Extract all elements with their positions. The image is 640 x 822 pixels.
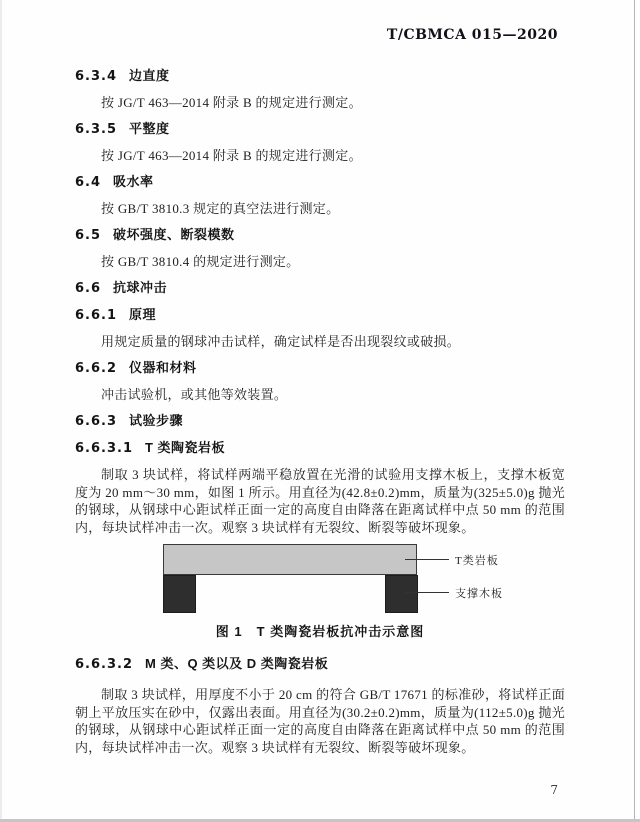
- leader-line-support: [405, 592, 449, 593]
- section-title: 原理: [129, 307, 157, 322]
- section-number: 6.3.4: [75, 69, 118, 84]
- section-heading-6-4: [75, 173, 565, 192]
- section-title: T 类陶瓷岩板: [145, 440, 226, 455]
- section-paragraph: 按 GB/T 3810.3 规定的真空法进行测定。: [101, 201, 340, 216]
- section-heading-6-6-3-1: [75, 439, 565, 458]
- page-edge-left: [0, 0, 2, 822]
- section-number: 6.4: [75, 175, 102, 190]
- section-paragraph: 制取 3 块试样，将试样两端平稳放置在光滑的试验用支撑木板上，支撑木板宽度为 20 mm～30 mm，如图 1 所示。用直径为(42.8±0.2)mm，质量为(325±5.0)g 抛光的钢球，从钢球中心距试样正面一定的高度自由降落在距离试样中点 50 mm 的范围内，每块试样冲击一次。观察 3 块试样有无裂纹、断裂等破坏现象。: [75, 467, 565, 535]
- section-title: 试验步骤: [129, 413, 184, 428]
- page-content: [75, 67, 565, 764]
- section-number: 6.5: [75, 228, 102, 243]
- section-heading-6-6-3-2: [75, 655, 565, 674]
- section-number: 6.6: [75, 281, 102, 296]
- section-number: 6.6.3: [75, 414, 118, 429]
- page-edge-right: [634, 0, 635, 822]
- doc-number: T/CBMCA 015—2020: [386, 27, 558, 43]
- section-paragraph: 按 JG/T 463—2014 附录 B 的规定进行测定。: [101, 95, 362, 110]
- section-number: 6.6.1: [75, 308, 118, 323]
- section-paragraph: 用规定质量的钢球冲击试样，确定试样是否出现裂纹或破损。: [101, 334, 461, 349]
- section-title: 仪器和材料: [129, 360, 197, 375]
- section-title: 抗球冲击: [113, 280, 168, 295]
- section-title: M 类、Q 类以及 D 类陶瓷岩板: [145, 656, 329, 671]
- figure-1-diagram: [75, 544, 565, 613]
- section-paragraph: 冲击试验机，或其他等效装置。: [101, 387, 288, 402]
- section-number: 6.6.3.2: [75, 657, 133, 672]
- section-title: 边直度: [129, 68, 170, 83]
- section-paragraph: 按 GB/T 3810.4 的规定进行测定。: [101, 254, 300, 269]
- section-heading-6-6-1: [75, 306, 565, 325]
- slab-shape: [163, 544, 417, 575]
- support-block-right: [385, 575, 418, 613]
- section-number: 6.6.2: [75, 361, 118, 376]
- section-number: 6.3.5: [75, 122, 118, 137]
- section-title: 破坏强度、断裂模数: [113, 227, 235, 242]
- section-paragraph: 制取 3 块试样，用厚度不小于 20 cm 的符合 GB/T 17671 的标准砂，将试样正面朝上平放压实在砂中，仅露出表面。用直径为(30.2±0.2)mm，质量为(112±5.0)g 抛光的钢球，从钢球中心距试样正面一定的高度自由降落在距离试样中点 50 mm 的范围内，每块试样冲击一次。观察 3 块试样有无裂纹、断裂等破坏现象。: [75, 687, 565, 755]
- section-heading-6-3-4: [75, 67, 565, 86]
- section-heading-6-6-3: [75, 412, 565, 431]
- section-paragraph: 按 JG/T 463—2014 附录 B 的规定进行测定。: [101, 148, 362, 163]
- section-heading-6-3-5: [75, 120, 565, 139]
- section-number: 6.6.3.1: [75, 441, 133, 456]
- section-heading-6-5: [75, 226, 565, 245]
- section-heading-6-6-2: [75, 359, 565, 378]
- figure-caption: 图 1 T 类陶瓷岩板抗冲击示意图: [215, 624, 425, 639]
- figure-label-support: 支撑木板: [455, 588, 503, 600]
- support-block-left: [163, 575, 196, 613]
- figure-label-slab: T类岩板: [455, 555, 499, 567]
- section-title: 吸水率: [113, 174, 154, 189]
- page-number: 7: [550, 783, 558, 797]
- leader-line-slab: [405, 559, 449, 560]
- section-title: 平整度: [129, 121, 170, 136]
- section-heading-6-6: [75, 279, 565, 298]
